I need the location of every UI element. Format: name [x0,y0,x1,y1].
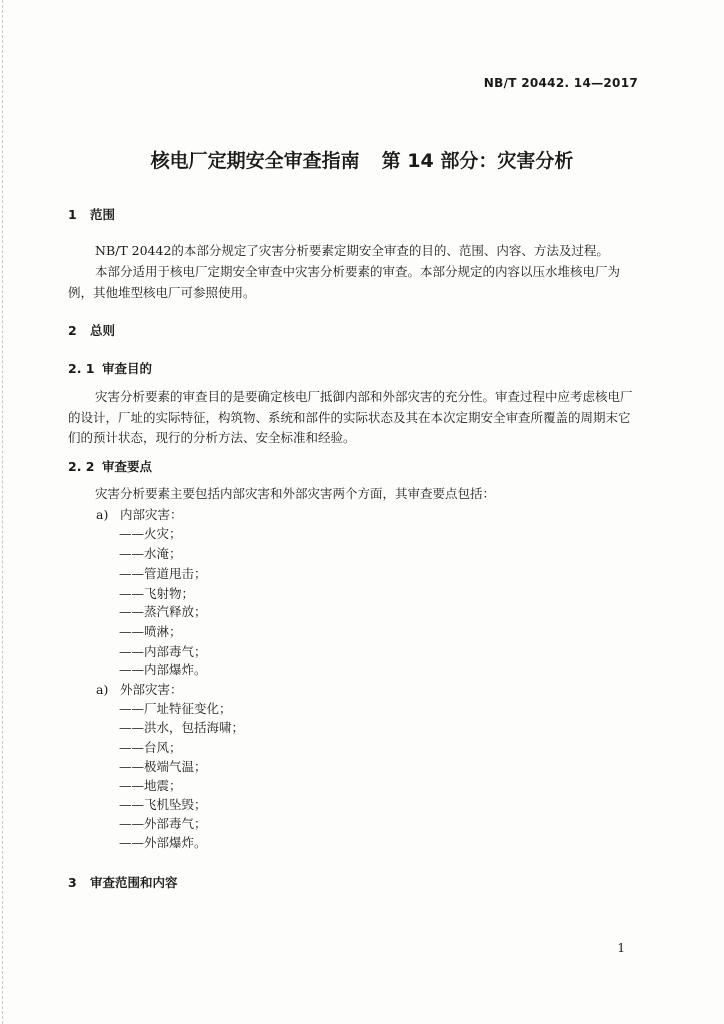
list-item: ——蒸汽释放； [119,604,207,619]
section-title: 总则 [90,323,116,338]
section-1-paragraph-1: NB/T 20442的本部分规定了灾害分析要素定期安全审查的目的、范围、内容、方法及过程。 [95,243,609,258]
list-item: ——火灾； [119,526,182,541]
section-number: 2 [68,323,77,338]
list-item: ——台风； [119,740,182,755]
list-item: ——地震； [119,778,182,793]
list-item: ——洪水，包括海啸； [119,720,245,735]
section-1-paragraph-2: 本部分适用于核电厂定期安全审查中灾害分析要素的审查。本部分规定的内容以压水堆核电厂为例，其他堆型核电厂可参照使用。 [68,264,621,300]
list-label-text: 外部灾害： [120,682,183,697]
list-item: ——喷淋； [119,624,182,639]
list-item: ——水淹； [119,546,182,561]
section-2-1-heading [68,359,152,377]
section-number: 1 [68,207,77,222]
title-main: 核电厂定期安全审查指南 [150,150,360,172]
section-3-heading [68,873,178,891]
section-number: 2. 2 [68,459,95,474]
section-number: 2. 1 [68,361,95,376]
section-2-2-heading [68,457,152,475]
internal-hazards-label [96,505,183,523]
list-marker: a) [96,507,109,522]
list-item: ——内部爆炸。 [119,662,207,677]
section-title: 审查范围和内容 [90,875,178,890]
list-marker: a) [96,682,109,697]
title-part: 第 14 部分：灾害分析 [381,150,574,172]
list-item: ——外部爆炸。 [119,835,207,850]
list-item: ——内部毒气； [119,644,207,659]
section-2-1-paragraph: 灾害分析要素的审查目的是要确定核电厂抵御内部和外部灾害的充分性。审查过程中应考虑核电厂的设计，厂址的实际特征，构筑物、系统和部件的实际状态及其在本次定期安全审查所覆盖的周期末它们的预计状态，现行的分析方法、安全标准和经验。 [68,389,633,445]
list-item: ——外部毒气； [119,816,207,831]
standard-code: NB/T 20442. 14—2017 [483,76,638,90]
section-1-heading [68,205,115,223]
list-item: ——管道甩击； [119,566,207,581]
section-title: 审查目的 [102,361,153,376]
section-title: 审查要点 [102,459,153,474]
section-2-heading [68,321,115,339]
page-number: 1 [617,941,625,955]
section-2-2-intro: 灾害分析要素主要包括内部灾害和外部灾害两个方面，其审查要点包括： [95,486,496,501]
list-item: ——飞机坠毁； [119,797,207,812]
section-title: 范围 [90,207,116,222]
list-item: ——极端气温； [119,759,207,774]
list-item: ——飞射物； [119,586,195,601]
section-number: 3 [68,875,77,890]
document-title [0,146,724,173]
list-label-text: 内部灾害： [120,507,183,522]
list-item: ——厂址特征变化； [119,701,232,716]
external-hazards-label [96,680,183,698]
